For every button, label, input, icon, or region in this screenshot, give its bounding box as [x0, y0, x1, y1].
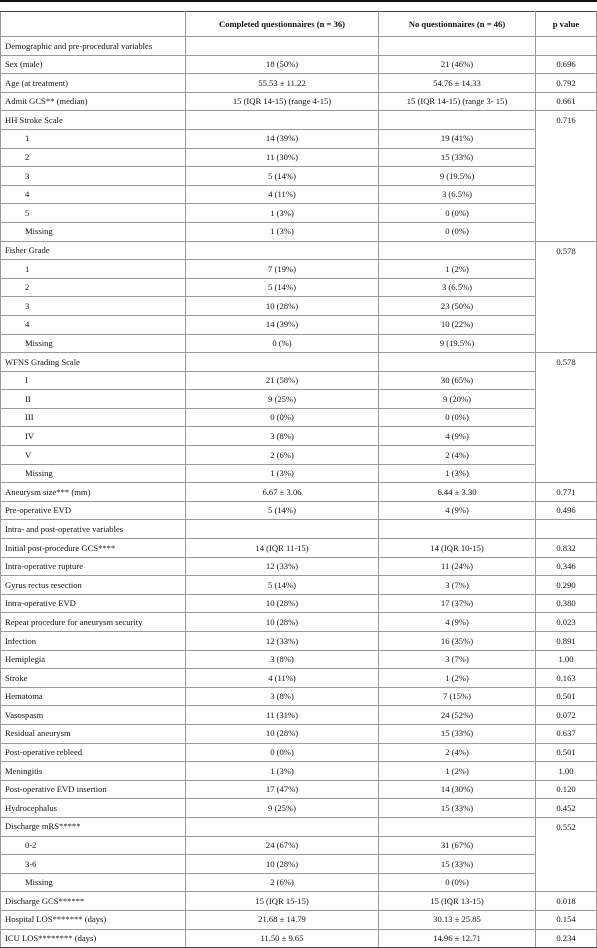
category-label: IV	[1, 427, 186, 446]
no-questionnaire-value: 0 (0%)	[379, 408, 536, 427]
variable-label: Hydrocephalus	[1, 799, 186, 818]
no-questionnaire-value: 31 (67%)	[379, 836, 536, 855]
category-label: 4	[1, 315, 186, 334]
variable-label: Age (at treatment)	[1, 74, 186, 93]
table-row	[1, 334, 597, 353]
no-questionnaire-value: 1 (2%)	[379, 669, 536, 688]
table-row	[1, 892, 597, 911]
no-questionnaire-value: 7 (15%)	[379, 687, 536, 706]
p-value-cell: 0.290	[536, 576, 597, 595]
completed-value: 5 (14%)	[186, 167, 379, 186]
no-questionnaire-value: 11 (24%)	[379, 557, 536, 576]
category-label: I	[1, 371, 186, 390]
table-row	[1, 297, 597, 316]
p-value-cell: 0.578	[536, 353, 597, 483]
no-questionnaire-value: 6.44 ± 3.30	[379, 483, 536, 502]
no-questionnaire-value: 0 (0%)	[379, 222, 536, 241]
completed-value: 3 (8%)	[186, 650, 379, 669]
table-body	[1, 37, 597, 948]
table-row	[1, 260, 597, 279]
table-row	[1, 650, 597, 669]
completed-value: 1 (3%)	[186, 762, 379, 781]
completed-value: 3 (8%)	[186, 427, 379, 446]
no-questionnaire-value: 3 (7%)	[379, 650, 536, 669]
no-questionnaire-value: 0 (0%)	[379, 204, 536, 223]
variable-label: Post-operative rebleed	[1, 743, 186, 762]
completed-value: 14 (IQR 11-15)	[186, 539, 379, 558]
variable-label: ICU LOS******** (days)	[1, 929, 186, 948]
no-questionnaire-value: 9 (19.5%)	[379, 334, 536, 353]
no-questionnaire-value: 3 (6.5%)	[379, 278, 536, 297]
category-label: Missing	[1, 873, 186, 892]
completed-value: 21 (58%)	[186, 371, 379, 390]
header-completed: Completed questionnaires (n = 36)	[186, 12, 379, 37]
table-row	[1, 706, 597, 725]
variable-label: Intra-operative rupture	[1, 557, 186, 576]
p-value-cell: 0.234	[536, 929, 597, 948]
top-rule	[0, 0, 597, 2]
table-row	[1, 576, 597, 595]
table-row	[1, 241, 597, 260]
category-label: 4	[1, 185, 186, 204]
no-questionnaire-value: 15 (33%)	[379, 799, 536, 818]
completed-value: 15 (IQR 15-15)	[186, 892, 379, 911]
table-row	[1, 390, 597, 409]
p-value-cell: 0.154	[536, 910, 597, 929]
completed-value: 10 (28%)	[186, 297, 379, 316]
p-value-cell: 0.716	[536, 111, 597, 241]
table-row	[1, 613, 597, 632]
completed-value: 18 (50%)	[186, 55, 379, 74]
no-questionnaire-value: 1 (3%)	[379, 464, 536, 483]
completed-value: 10 (28%)	[186, 613, 379, 632]
cell-empty	[186, 111, 379, 130]
category-label: 3	[1, 297, 186, 316]
table-row	[1, 780, 597, 799]
cell-empty	[186, 353, 379, 372]
table-row	[1, 74, 597, 93]
cell-empty	[379, 520, 536, 539]
cell-empty	[379, 111, 536, 130]
category-label: Missing	[1, 334, 186, 353]
table-row	[1, 37, 597, 56]
no-questionnaire-value: 10 (22%)	[379, 315, 536, 334]
completed-value: 11 (31%)	[186, 706, 379, 725]
p-value-cell: 0.637	[536, 724, 597, 743]
completed-value: 5 (14%)	[186, 278, 379, 297]
p-value-cell: 0.552	[536, 817, 597, 891]
no-questionnaire-value: 24 (52%)	[379, 706, 536, 725]
completed-value: 2 (6%)	[186, 446, 379, 465]
no-questionnaire-value: 14.96 ± 12.71	[379, 929, 536, 948]
no-questionnaire-value: 15 (33%)	[379, 148, 536, 167]
completed-value: 5 (14%)	[186, 501, 379, 520]
table-row	[1, 669, 597, 688]
completed-value: 2 (6%)	[186, 873, 379, 892]
variable-label: Hematoma	[1, 687, 186, 706]
no-questionnaire-value: 4 (9%)	[379, 501, 536, 520]
p-value-cell: 0.023	[536, 613, 597, 632]
category-label: 0-2	[1, 836, 186, 855]
variable-label: Fisher Grade	[1, 241, 186, 260]
cell-empty	[379, 37, 536, 56]
completed-value: 1 (3%)	[186, 222, 379, 241]
header-variable	[1, 12, 186, 37]
category-label: 2	[1, 148, 186, 167]
variable-label: Discharge GCS******	[1, 892, 186, 911]
table-row	[1, 148, 597, 167]
p-value-cell: 1.00	[536, 762, 597, 781]
completed-value: 1 (3%)	[186, 464, 379, 483]
category-label: 2	[1, 278, 186, 297]
cell-empty	[536, 520, 597, 539]
p-value-cell: 0.832	[536, 539, 597, 558]
category-label: III	[1, 408, 186, 427]
no-questionnaire-value: 0 (0%)	[379, 873, 536, 892]
table-row	[1, 353, 597, 372]
p-value-cell: 0.501	[536, 743, 597, 762]
no-questionnaire-value: 30.13 ± 25.85	[379, 910, 536, 929]
cell-empty	[186, 817, 379, 836]
table-row	[1, 557, 597, 576]
table-row	[1, 464, 597, 483]
variable-label: Discharge mRS*****	[1, 817, 186, 836]
variable-label: Hemiplegia	[1, 650, 186, 669]
no-questionnaire-value: 15 (IQR 13-15)	[379, 892, 536, 911]
table-header-row	[1, 12, 597, 37]
header-no-questionnaires: No questionnaires (n = 46)	[379, 12, 536, 37]
completed-value: 5 (14%)	[186, 576, 379, 595]
table-row	[1, 910, 597, 929]
p-value-cell: 0.120	[536, 780, 597, 799]
cell-empty	[379, 241, 536, 260]
variable-label: Sex (male)	[1, 55, 186, 74]
cell-empty	[186, 37, 379, 56]
completed-value: 9 (25%)	[186, 390, 379, 409]
p-value-cell: 0.661	[536, 92, 597, 111]
no-questionnaire-value: 23 (50%)	[379, 297, 536, 316]
variable-label: Gyrus rectus resection	[1, 576, 186, 595]
variable-label: Admit GCS** (median)	[1, 92, 186, 111]
completed-value: 10 (28%)	[186, 594, 379, 613]
completed-value: 21.68 ± 14.79	[186, 910, 379, 929]
table-row	[1, 371, 597, 390]
table-row	[1, 315, 597, 334]
p-value-cell: 0.771	[536, 483, 597, 502]
completed-value: 6.67 ± 3.06	[186, 483, 379, 502]
table-row	[1, 687, 597, 706]
category-label: Missing	[1, 222, 186, 241]
completed-value: 14 (39%)	[186, 315, 379, 334]
no-questionnaire-value: 15 (IQR 14-15) (range 3- 15)	[379, 92, 536, 111]
completed-value: 14 (39%)	[186, 129, 379, 148]
variable-label: Infection	[1, 632, 186, 651]
completed-value: 11.50 ± 9.65	[186, 929, 379, 948]
table-row	[1, 92, 597, 111]
variable-label: Pre-operative EVD	[1, 501, 186, 520]
table-row	[1, 724, 597, 743]
table-row	[1, 167, 597, 186]
p-value-cell: 0.380	[536, 594, 597, 613]
cell-empty	[379, 353, 536, 372]
table-row	[1, 204, 597, 223]
variable-label: Aneurysm size*** (mm)	[1, 483, 186, 502]
completed-value: 0 (0%)	[186, 408, 379, 427]
table-row	[1, 836, 597, 855]
header-p-value: p value	[536, 12, 597, 37]
variable-label: HH Stroke Scale	[1, 111, 186, 130]
variable-label: Intra-operative EVD	[1, 594, 186, 613]
table-row	[1, 743, 597, 762]
variable-label: Residual aneurysm	[1, 724, 186, 743]
category-label: Missing	[1, 464, 186, 483]
table-row	[1, 222, 597, 241]
p-value-cell: 1.00	[536, 650, 597, 669]
no-questionnaire-value: 9 (19.5%)	[379, 167, 536, 186]
cell-empty	[536, 37, 597, 56]
cell-empty	[186, 520, 379, 539]
cell-empty	[379, 817, 536, 836]
p-value-cell: 0.346	[536, 557, 597, 576]
completed-value: 12 (33%)	[186, 632, 379, 651]
p-value-cell: 0.891	[536, 632, 597, 651]
table-row	[1, 762, 597, 781]
no-questionnaire-value: 14 (IQR 10-15)	[379, 539, 536, 558]
variable-label: Repeat procedure for aneurysm security	[1, 613, 186, 632]
section-label: Demographic and pre-procedural variables	[1, 37, 186, 56]
no-questionnaire-value: 15 (33%)	[379, 855, 536, 874]
no-questionnaire-value: 14 (30%)	[379, 780, 536, 799]
variable-label: Stroke	[1, 669, 186, 688]
table-row	[1, 483, 597, 502]
p-value-cell: 0.018	[536, 892, 597, 911]
completed-value: 7 (19%)	[186, 260, 379, 279]
results-table	[0, 11, 597, 948]
completed-value: 4 (11%)	[186, 669, 379, 688]
table-row	[1, 408, 597, 427]
no-questionnaire-value: 1 (2%)	[379, 762, 536, 781]
no-questionnaire-value: 1 (2%)	[379, 260, 536, 279]
table-row	[1, 427, 597, 446]
no-questionnaire-value: 17 (37%)	[379, 594, 536, 613]
category-label: 5	[1, 204, 186, 223]
table-row	[1, 111, 597, 130]
table-row	[1, 817, 597, 836]
completed-value: 3 (8%)	[186, 687, 379, 706]
no-questionnaire-value: 3 (6.5%)	[379, 185, 536, 204]
section-label: Intra- and post-operative variables	[1, 520, 186, 539]
table-row	[1, 278, 597, 297]
completed-value: 17 (47%)	[186, 780, 379, 799]
no-questionnaire-value: 21 (46%)	[379, 55, 536, 74]
p-value-cell: 0.496	[536, 501, 597, 520]
category-label: 1	[1, 260, 186, 279]
completed-value: 11 (30%)	[186, 148, 379, 167]
category-label: 1	[1, 129, 186, 148]
no-questionnaire-value: 2 (4%)	[379, 446, 536, 465]
category-label: 3-6	[1, 855, 186, 874]
completed-value: 55.53 ± 11.22	[186, 74, 379, 93]
category-label: II	[1, 390, 186, 409]
p-value-cell: 0.072	[536, 706, 597, 725]
completed-value: 9 (25%)	[186, 799, 379, 818]
table-row	[1, 55, 597, 74]
p-value-cell: 0.452	[536, 799, 597, 818]
completed-value: 15 (IQR 14-15) (range 4-15)	[186, 92, 379, 111]
completed-value: 0 (%)	[186, 334, 379, 353]
no-questionnaire-value: 19 (41%)	[379, 129, 536, 148]
completed-value: 12 (33%)	[186, 557, 379, 576]
p-value-cell: 0.501	[536, 687, 597, 706]
completed-value: 24 (67%)	[186, 836, 379, 855]
no-questionnaire-value: 15 (33%)	[379, 724, 536, 743]
table-row	[1, 446, 597, 465]
completed-value: 10 (28%)	[186, 855, 379, 874]
no-questionnaire-value: 54.76 ± 14.33	[379, 74, 536, 93]
variable-label: Meningitis	[1, 762, 186, 781]
completed-value: 0 (0%)	[186, 743, 379, 762]
no-questionnaire-value: 30 (65%)	[379, 371, 536, 390]
p-value-cell: 0.163	[536, 669, 597, 688]
no-questionnaire-value: 4 (9%)	[379, 613, 536, 632]
variable-label: Hospital LOS******* (days)	[1, 910, 186, 929]
table-row	[1, 855, 597, 874]
table-row	[1, 873, 597, 892]
no-questionnaire-value: 9 (20%)	[379, 390, 536, 409]
table-row	[1, 594, 597, 613]
no-questionnaire-value: 4 (9%)	[379, 427, 536, 446]
table-row	[1, 799, 597, 818]
table-row	[1, 632, 597, 651]
variable-label: WFNS Grading Scale	[1, 353, 186, 372]
cell-empty	[186, 241, 379, 260]
table-row	[1, 129, 597, 148]
table-row	[1, 929, 597, 948]
no-questionnaire-value: 3 (7%)	[379, 576, 536, 595]
no-questionnaire-value: 16 (35%)	[379, 632, 536, 651]
variable-label: Initial post-procedure GCS****	[1, 539, 186, 558]
variable-label: Vasospasm	[1, 706, 186, 725]
category-label: V	[1, 446, 186, 465]
p-value-cell: 0.578	[536, 241, 597, 353]
category-label: 3	[1, 167, 186, 186]
table-row	[1, 520, 597, 539]
variable-label: Post-operative EVD insertion	[1, 780, 186, 799]
completed-value: 1 (3%)	[186, 204, 379, 223]
no-questionnaire-value: 2 (4%)	[379, 743, 536, 762]
p-value-cell: 0.792	[536, 74, 597, 93]
completed-value: 4 (11%)	[186, 185, 379, 204]
table-row	[1, 185, 597, 204]
completed-value: 10 (28%)	[186, 724, 379, 743]
table-row	[1, 501, 597, 520]
p-value-cell: 0.696	[536, 55, 597, 74]
table-row	[1, 539, 597, 558]
